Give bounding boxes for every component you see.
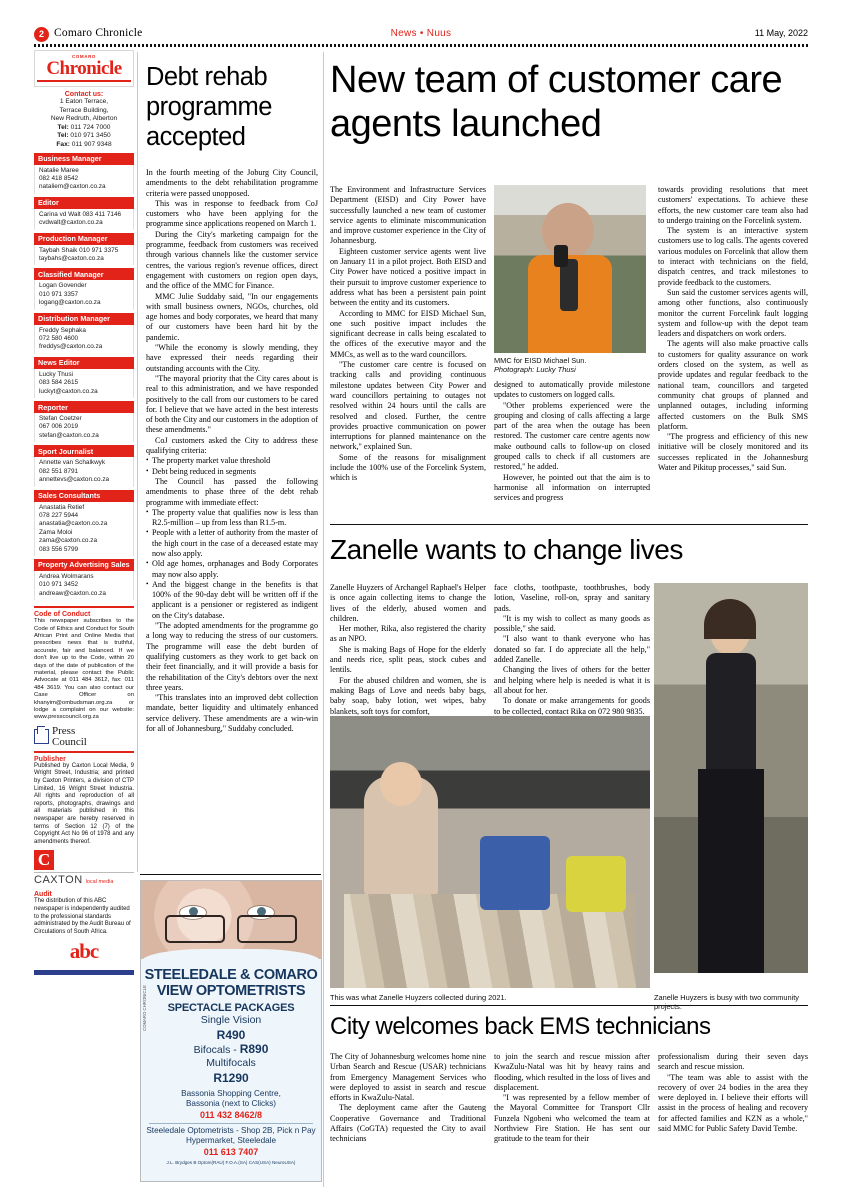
press-council-line2: Council: [52, 735, 87, 748]
staff-detail-line: annettevs@caxton.co.za: [39, 476, 110, 484]
article-paragraph: Some of the reasons for misalignment include the 100% use of the Forcelink System, which is: [330, 452, 486, 483]
article-paragraph: The City of Johannesburg welcomes home nine Urban Search and Rescue (USAR) technicians from Emergency Management Services who were deployed to assist in search and rescue efforts in KwaZulu-Natal.: [330, 1052, 486, 1103]
staff-detail-line: Anastatia Retief: [39, 503, 85, 511]
staff-role-band: Sport Journalist: [34, 445, 134, 457]
sidebar-separator-2: [34, 751, 134, 753]
staff-detail-line: Andrea Wolmarans: [39, 572, 94, 580]
staff-detail-line: 078 227 5944: [39, 511, 79, 519]
contact-line: New Redruth, Alberton: [50, 115, 118, 123]
issue-date: 11 May, 2022: [754, 28, 808, 38]
article-bullet: • Old age homes, orphanages and Body Corporates may now also apply.: [146, 559, 318, 580]
staff-detail-line: freddys@caxton.co.za: [39, 343, 103, 351]
contact-heading: Contact us:: [64, 91, 104, 98]
advert-title-line1: STEELEDALE & COMARO: [144, 967, 318, 983]
staff-role-band: Distribution Manager: [34, 313, 134, 325]
staff-detail-line: logang@caxton.co.za: [39, 299, 101, 307]
paper-name: Comaro Chronicle: [54, 27, 143, 39]
staff-detail-line: andreaw@caxton.co.za: [39, 589, 106, 597]
section-label: News • Nuus: [390, 28, 452, 39]
caption-line-1: MMC for EISD Michael Sun.: [494, 356, 587, 365]
press-council-text: [52, 726, 87, 748]
advert-divider: [149, 1123, 313, 1124]
article-paragraph: "This translates into an improved debt collection mandate, better liquidity and ultimately enhanced service delivery. These amendments are a win-win for all of Johannesburg," Suddaby concluded.: [146, 693, 318, 734]
staff-details: [34, 209, 134, 230]
advert-address-2: [141, 1126, 321, 1147]
article-bullet: • And the biggest change in the benefits is that 100% of the 90-day debt will be written off if the applicant is a pensioner or registered as indigent on the City's database.: [146, 580, 318, 621]
advert-price-item: Multifocals R1290: [206, 1057, 256, 1085]
article-paragraph: The Council has passed the following amendments to phase three of the debt rehab programme with immediate effect:: [146, 476, 318, 507]
article-paragraph: face cloths, toothpaste, toothbrushes, body lotion, Vaseline, roll-on, spray and sanitary pads.: [494, 583, 650, 613]
staff-detail-line: 082 551 8791: [39, 467, 79, 475]
article-paragraph: towards providing resolutions that meet customers' expectations. To achieve these efforts, the new customer care team also had to undergo training on the Forcelink system.: [658, 185, 808, 225]
caxton-name: CAXTON: [34, 874, 83, 887]
article-paragraph: The deployment came after the Gauteng Cooperative Governance and Traditional Affairs (CoGTA) requested the City to avail technicians: [330, 1103, 486, 1144]
advert-side-code: COMARO CHRONICLE: [142, 985, 147, 1031]
staff-details: [34, 165, 134, 194]
advert-phone-1[interactable]: 011 432 8462/8: [199, 1109, 263, 1120]
advert-address-2-line1: Steeledale Optometrists - Shop 2B, Pick n Pay: [146, 1125, 316, 1135]
advert-address-1-line1: Bassonia Shopping Centre,: [181, 1088, 281, 1098]
article-paragraph: According to MMC for EISD Michael Sun, one such positive impact includes the significant decrease in calls being escalated to the offices of the executive mayor and the MMCs, as well as to the ward councillors.: [330, 308, 486, 359]
advert-price-list: [141, 1014, 321, 1085]
abc-logo: abc: [69, 939, 99, 964]
article-paragraph: The Environment and Infrastructure Services Department (EISD) and City Power have successfully launched a new team of customer service agents to eliminate miscommunication and improve customer experience in the City of Johannesburg.: [330, 185, 486, 246]
staff-detail-line: Zama Moloi: [39, 528, 73, 536]
staff-role-band: Reporter: [34, 401, 134, 413]
zanelle-top-rule: [330, 524, 808, 525]
staff-detail-line: Annette van Schalkwyk: [39, 459, 106, 467]
customer-care-headline: New team of customer care agents launched: [330, 59, 783, 145]
article-paragraph: The system is an interactive system customers use to log calls. The agents covered various modules on Forcelink that allow them to interact with technicians on the field, dispatch centres, and track milestones to provide feedback to the customers.: [658, 226, 808, 287]
staff-directory: [34, 153, 134, 601]
staff-details: [34, 457, 134, 486]
masthead-logo: [34, 50, 134, 87]
article-paragraph: "I also want to thank everyone who has donated so far. I do appreciate all the help," added Zanelle.: [494, 634, 650, 665]
staff-detail-line: 082 418 8542: [39, 174, 79, 182]
audit-text: The distribution of this ABC newspaper is independently audited to the professional standards administrated by the Audit Bureau of Circulations of South Africa.: [34, 898, 131, 935]
staff-detail-line: 072 580 4600: [39, 335, 79, 343]
staff-detail-line: zama@caxton.co.za: [39, 537, 97, 545]
zanelle-right-caption: Zanelle Huyzers is busy with two community projects.: [654, 993, 799, 1011]
press-council-line1: Press: [52, 724, 76, 737]
article-paragraph: The agents will also make proactive calls to customers for quality assurance on work orders closed on the system, as well as provide updates and regular feedback to the national team, councillors and targeted community chat groups of planned and unplanned outages, including informing affected customers on the Bulk SMS platform.: [658, 339, 808, 431]
staff-role-band: Sales Consultants: [34, 490, 134, 502]
header-divider: [34, 44, 808, 47]
staff-role-band: Classified Manager: [34, 268, 134, 280]
ems-column-2: [494, 1052, 650, 1145]
staff-details: [34, 280, 134, 309]
sidebar-separator: [34, 606, 134, 608]
staff-details: [34, 325, 134, 354]
staff-role-band: News Editor: [34, 357, 134, 369]
staff-role-band: Business Manager: [34, 153, 134, 165]
zanelle-portrait-photo: [654, 583, 808, 973]
article-paragraph: Changing the lives of others for the better and helping where help is needed is what it is all about for her.: [494, 665, 650, 695]
debt-article-end-rule: [140, 874, 321, 875]
article-paragraph: professionalism during their seven days search and rescue mission.: [658, 1052, 808, 1072]
advert-content: [141, 967, 321, 1165]
article-paragraph: "While the economy is slowly mending, they have expressed their needs regarding their outstanding accounts with the City.: [146, 343, 318, 373]
staff-detail-line: Carina vd Walt 083 411 7146: [39, 210, 122, 218]
staff-details: [34, 571, 134, 600]
article-paragraph: "The mayoral priority that the City cares about is real to this administration, and we have responded positively to the call from our customers to be cared for. I believe that we have acted in the best interests of both the City and our customers in the adoption of these amendments.": [146, 373, 318, 435]
advert-phone-2[interactable]: 011 613 7407: [203, 1146, 259, 1157]
article-paragraph: "Other problems experienced were the grouping and closing of calls affecting a large part of the area when the outage has been restored. The customer care centre agents now make outbound calls to follow-up on closed grouped calls to check if all customers are restored," he added.: [494, 400, 650, 472]
caxton-logo: [34, 850, 134, 886]
advert-address-1: [141, 1089, 321, 1110]
caption-credit: Photograph: Lucky Thusi: [494, 365, 576, 374]
advert-price-item: Single Vision R490: [200, 1014, 262, 1042]
article-paragraph: CoJ customers asked the City to address these qualifying criteria:: [146, 435, 318, 456]
debt-article-body: [146, 168, 318, 734]
column-rule-2: [323, 52, 324, 1187]
contact-lines: [34, 98, 134, 150]
zanelle-headline: Zanelle wants to change lives: [330, 534, 683, 565]
sidebar-footer-bar: [34, 970, 134, 975]
article-bullet: • The property market value threshold: [146, 456, 318, 466]
masthead-rule: [37, 80, 131, 82]
staff-detail-line: 010 971 3357: [39, 290, 79, 298]
staff-details: [34, 369, 134, 398]
article-bullet: • People with a letter of authority from the master of the high court in the case of a deceased estate may now also apply.: [146, 528, 318, 559]
staff-detail-line: luckyt@caxton.co.za: [39, 387, 98, 395]
caxton-c-icon: C: [34, 850, 54, 870]
contact-line: 1 Eaton Terrace,: [59, 98, 109, 105]
article-paragraph: This was in response to feedback from CoJ customers who have been applying for the programme since applications reopened on March 1.: [146, 198, 318, 229]
article-paragraph: In the fourth meeting of the Joburg City Council, amendments to the debt rehabilitation programme criteria were passed unopposed.: [146, 168, 318, 198]
advert-title-line2: VIEW OPTOMETRISTS: [156, 983, 306, 999]
staff-role-band: Production Manager: [34, 233, 134, 245]
masthead-title: Chronicle: [46, 58, 122, 79]
press-council-logo: [34, 726, 134, 748]
article-paragraph: To donate or make arrangements for goods to be collected, contact Rika on 072 980 9835.: [494, 696, 650, 716]
zanelle-column-2: [494, 583, 650, 717]
audit-title: Audit: [34, 891, 52, 899]
ems-column-3: [658, 1052, 808, 1134]
article-paragraph: During the City's marketing campaign for the programme, feedback from customers was received through various channels like the customer service centres, the various region's revenue offices, direct engagement with customers on region open days, and the office of the MMC for Finance.: [146, 229, 318, 291]
article-paragraph: Zanelle Huyzers of Archangel Raphael's Helper is once again collecting items to change the lives of the elderly, abused women and children.: [330, 583, 486, 623]
staff-detail-line: stefan@caxton.co.za: [39, 431, 99, 439]
article-paragraph: designed to automatically provide milestone updates to customers on logged calls.: [494, 380, 650, 400]
caxton-wordmark: [34, 872, 134, 886]
advert-subtitle: SPECTACLE PACKAGES: [167, 1002, 295, 1014]
article-paragraph: "The adopted amendments for the programme go a long way to reducing the stress of our customers. The programme will ease the debt burden of qualifying customers as they work to get back on their feet financially, and it will provide a basis for the rehabilitation of the City's debtors over the next three years.: [146, 621, 318, 692]
column-rule-1: [137, 52, 138, 872]
advert-price-item: Bifocals - R890: [193, 1041, 269, 1056]
article-paragraph: "I was represented by a fellow member of the Mayoral Committee for Transport Cllr Funzela Ngobeni who welcomed the team at Northview Fire Station. He has sent our gratitude to the team for their: [494, 1093, 650, 1144]
article-paragraph: MMC Julie Suddaby said, "In our engagements with small business owners, NGOs, churches, old age homes and body corporates, we heard that many of our customers have been hard hit by the pandemic.: [146, 291, 318, 342]
customer-care-column-3: [658, 185, 808, 473]
article-paragraph: However, he pointed out that the aim is to harmonise all information on interrupted services and progress: [494, 472, 650, 503]
article-paragraph: Sun said the customer services agents will, among other functions, also continuously monitor the current Forcelink fault logging system and follow-up with the depot team leaders and dispatchers on work orders.: [658, 287, 808, 339]
page-number-badge: 2: [34, 27, 49, 42]
contact-line: Tel: 010 971 3450: [57, 132, 111, 140]
staff-detail-line: Natalie Maree: [39, 166, 79, 174]
staff-detail-line: Freddy Sephaka: [39, 326, 86, 334]
page-header: [34, 26, 808, 46]
michael-sun-photo: [494, 185, 646, 353]
staff-detail-line: Taybah Shaik 010 971 3375: [39, 246, 119, 254]
customer-care-column-2: [494, 380, 650, 504]
staff-detail-line: 067 006 2019: [39, 423, 79, 431]
article-paragraph: Her mother, Rika, also registered the charity as an NPO.: [330, 624, 486, 644]
staff-detail-line: Logan Govender: [39, 282, 87, 290]
publisher-title: Publisher: [34, 755, 66, 763]
masthead-kicker: COMARO: [71, 54, 97, 59]
article-paragraph: She is making Bags of Hope for the elderly and needs rice, split peas, stock cubes and lentils.: [330, 644, 486, 675]
article-paragraph: "The team was able to assist with the recovery of over 24 bodies in the area they were deployed in. I believe their efforts will assist in the process of healing and recovery for affected families and KZN as a whole," said MMC for Public Safety David Tembe.: [658, 1072, 808, 1134]
debt-article-headline: Debt rehab programme accepted: [146, 63, 272, 151]
staff-detail-line: taybahs@caxton.co.za: [39, 255, 104, 262]
staff-detail-line: cvdwalt@caxton.co.za: [39, 219, 103, 227]
staff-detail-line: 083 584 2615: [39, 379, 79, 387]
advert-photo: [141, 881, 321, 959]
contact-line: Tel: 011 724 7000: [57, 123, 111, 131]
contact-line: Fax: 011 907 9348: [56, 140, 112, 148]
staff-detail-line: 083 556 5799: [39, 545, 79, 553]
article-bullet: • Debt being reduced in segments: [146, 467, 318, 477]
code-of-conduct-title: Code of Conduct: [34, 611, 91, 619]
staff-details: [34, 245, 134, 266]
zanelle-donations-photo: [330, 716, 650, 988]
ems-headline: City welcomes back EMS technicians: [330, 1013, 711, 1040]
article-paragraph: For the abused children and women, she is making Bags of Love and needs baby bags, baby soap, baby lotion, wet wipes, baby blankets, soft toys for comfort,: [330, 675, 486, 716]
staff-details: [34, 502, 134, 556]
optometrist-advert[interactable]: [140, 880, 322, 1182]
article-paragraph: "It is my wish to collect as many goods as possible," she said.: [494, 613, 650, 634]
article-paragraph: "The customer care centre is focused on tracking calls and providing continuous milestone updates between City Power and ward councillors pertaining to outages not resolved within 24 hours until the calls are resolved and closed. Further, the centre provides proactive communication on power interruptions for planned maintenance on the network," explained Sun.: [330, 360, 486, 452]
caxton-sub: local media: [85, 879, 114, 886]
customer-care-column-1: [330, 185, 486, 484]
zanelle-left-caption: This was what Zanelle Huyzers collected during 2021.: [330, 993, 507, 1002]
article-paragraph: Eighteen customer service agents went live on January 11 in a pilot project. Both EISD and City Power have noticed a positive impact in their pursuit to improve customer experience to address what has been a persistent pain point between the entity and its customers.: [330, 246, 486, 308]
advert-address-2-line2: Hypermarket, Steeledale: [185, 1136, 277, 1145]
article-paragraph: "The progress and efficiency of this new initiative will be closely monitored and its successes replicated in the Johannesburg Water and Pikitup processes," said Sun.: [658, 432, 808, 473]
staff-detail-line: anastatia@caxton.co.za: [39, 520, 108, 528]
article-paragraph: to join the search and rescue mission after KwaZulu-Natal was hit by heavy rains and flooding, which resulted in the loss of lives and displacement.: [494, 1052, 650, 1092]
article-bullet: • The property value that qualifies now is less than R2.5-million – up from less than R1.5-m.: [146, 508, 318, 529]
code-of-conduct-text: This newspaper subscribes to the Code of Ethics and Conduct for South African Print and Online Media that prescribes news that is truthful, accurate, fair and balanced. If we don't live up to the Code, within 20 days of the date of publication of the material, please contact the Public Advocate at 011 484 3612, fax: 011 484 3619. You can also contact our Case Officer on khanyim@ombudsman.org.za or lodge a complaint on our website: www.presscouncil.org.za: [34, 618, 134, 721]
ems-column-1: [330, 1052, 486, 1145]
publisher-text: Published by Caxton Local Media, 9 Wright Street, Industria; and printed by Caxton Printers, a division of CTP Limited, 16 Wright Street Industria. All rights and reproduction of all reports, photographs, drawings and all materials published in this newspaper are hereby reserved in terms of Section 12 (7) of the Copyright Act No 96 of 1978 and any amendments thereof.: [34, 762, 134, 845]
staff-role-band: Editor: [34, 197, 134, 209]
staff-detail-line: nataliem@caxton.co.za: [39, 183, 106, 191]
staff-detail-line: Stefan Coetzer: [39, 415, 82, 423]
contact-line: Terrace Building,: [59, 106, 109, 114]
staff-detail-line: 010 971 3452: [39, 581, 79, 589]
staff-role-band: Property Advertising Sales: [34, 559, 134, 571]
staff-details: [34, 413, 134, 442]
advert-address-1-line2: Bassonia (next to Clicks): [185, 1099, 277, 1108]
advert-fine-print: J.L. Brydges B Optom(RAU) F.O.A.(SA) CAS(USA) NeuroUSA): [166, 1159, 296, 1165]
zanelle-column-1: [330, 583, 486, 717]
masthead-sidebar: [34, 50, 134, 975]
staff-detail-line: Lucky Thusi: [39, 370, 73, 378]
press-council-icon: [34, 729, 49, 744]
michael-sun-photo-caption: [494, 356, 646, 374]
